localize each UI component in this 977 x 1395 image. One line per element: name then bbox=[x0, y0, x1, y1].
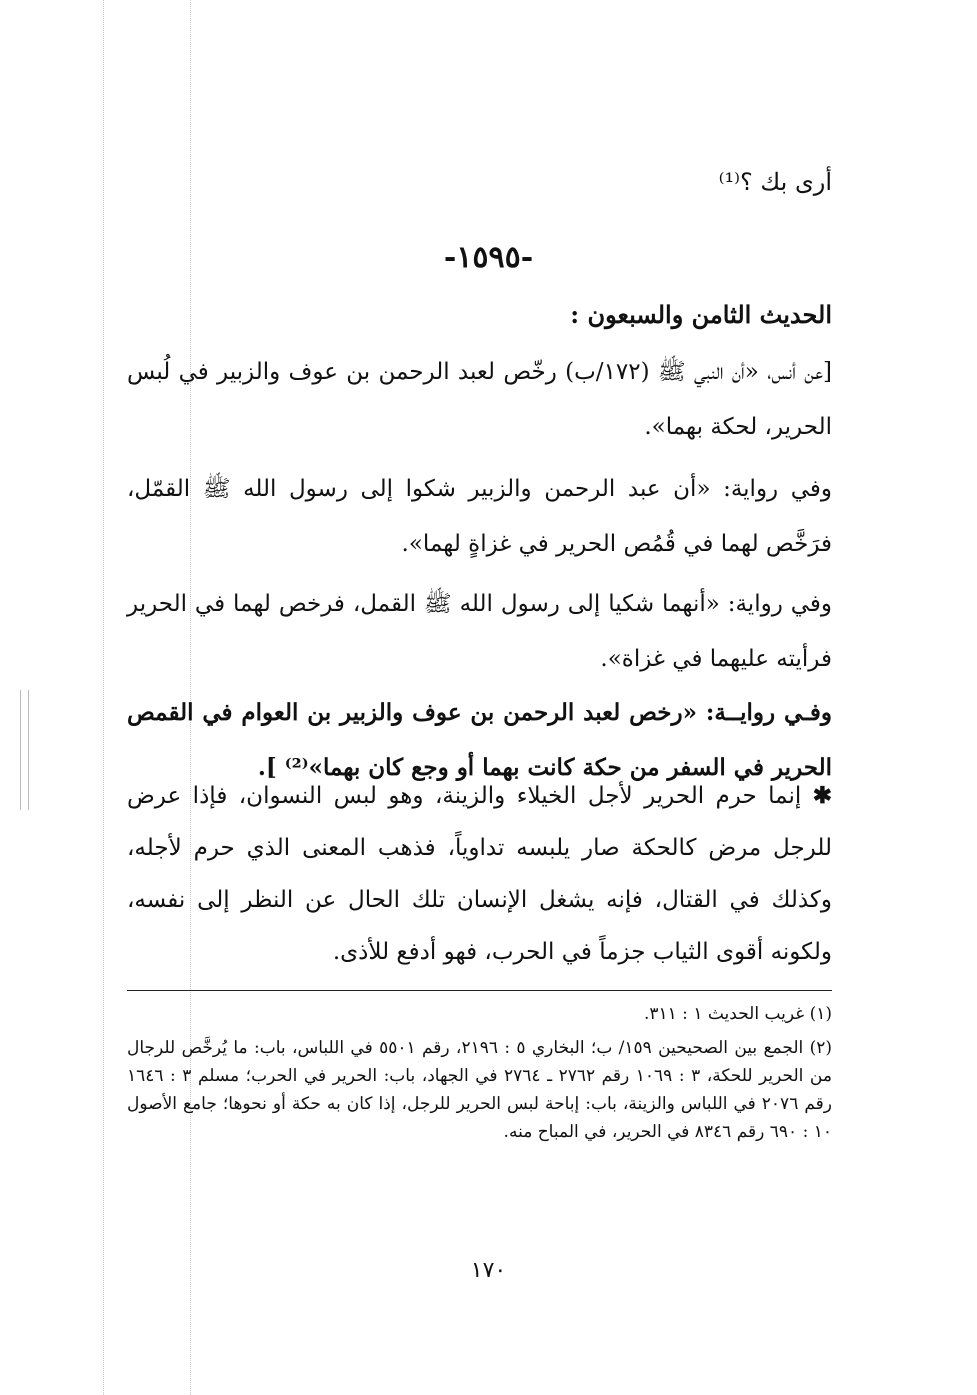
hadith-paragraph: [عن أنس، «أن النبي ﷺ (١٧٢/ب) رخّص لعبد الرحمن بن عوف والزبير في لُبس الحرير، لحكة بهما». bbox=[127, 359, 832, 440]
footnote: (١) غريب الحديث ١ : ٣١١. bbox=[643, 1004, 832, 1024]
scan-margin-mark bbox=[20, 690, 21, 810]
continued-text-line: أرى بك ؟⁽¹⁾ bbox=[718, 168, 832, 196]
hadith-paragraph: وفي رواية: «أن عبد الرحمن والزبير شكوا إلى رسول الله ﷺ القمّل، فرَخَّص لهما في قُمُص الحرير في غزاةٍ لهما». bbox=[127, 476, 832, 557]
commentary-paragraph bbox=[127, 770, 832, 978]
footnote-divider bbox=[127, 990, 832, 991]
page-number: ١٧٠ bbox=[470, 1258, 507, 1283]
footnote: (٢) الجمع بين الصحيحين ١٥٩/ ب؛ البخاري ٥ : ٢١٩٦، رقم ٥٥٠١ في اللباس، باب: ما يُرخَّص للرجال من الحرير للحكة، ٣ : ١٠٦٩ رقم ٢٧٦٢ ـ ٢٧٦٤ في الجهاد، باب: الحرير في الحرب؛ مسلم ٣ : ١٦٤٦ رقم ٢٠٧٦ في اللباس والزينة، باب: إباحة لبس الحرير للرجل، إذا كان به حكة أو نحوها؛ جامع الأصول ١٠ : ٦٩٠ رقم ٨٣٤٦ في الحرير، في المباح منه. bbox=[127, 1038, 832, 1142]
commentary-text: إنما حرم الحرير لأجل الخيلاء والزينة، وهو لبس النسوان، فإذا عرض للرجل مرض كالحكة صار يلبسه تداوياً، فذهب المعنى الذي حرم لأجله، وكذلك في القتال، فإنه يشغل الإنسان تلك الحال عن النظر إلى نفسه، ولكونه أقوى الثياب جزماً في الحرب، فهو أدفع للأذى. bbox=[127, 783, 832, 965]
hadith-paragraph: وفـي روايــة: «رخص لعبد الرحمن بن عوف والزبير بن العوام في القمص الحرير في السفر من حكة كانت بهما أو وجع كان بهما»⁽²⁾ ]. bbox=[127, 699, 832, 781]
scan-margin-mark bbox=[28, 690, 29, 810]
hadith-subheading: الحديث الثامن والسبعون : bbox=[570, 300, 832, 329]
hadith-number: -١٥٩٥- bbox=[443, 240, 534, 275]
hadith-paragraph: وفي رواية: «أنهما شكيا إلى رسول الله ﷺ القمل، فرخص لهما في الحرير فرأيته عليهما في غزاة». bbox=[127, 591, 832, 672]
commentary-marker: ✱ bbox=[812, 782, 832, 809]
scan-guide-line bbox=[103, 0, 104, 1395]
